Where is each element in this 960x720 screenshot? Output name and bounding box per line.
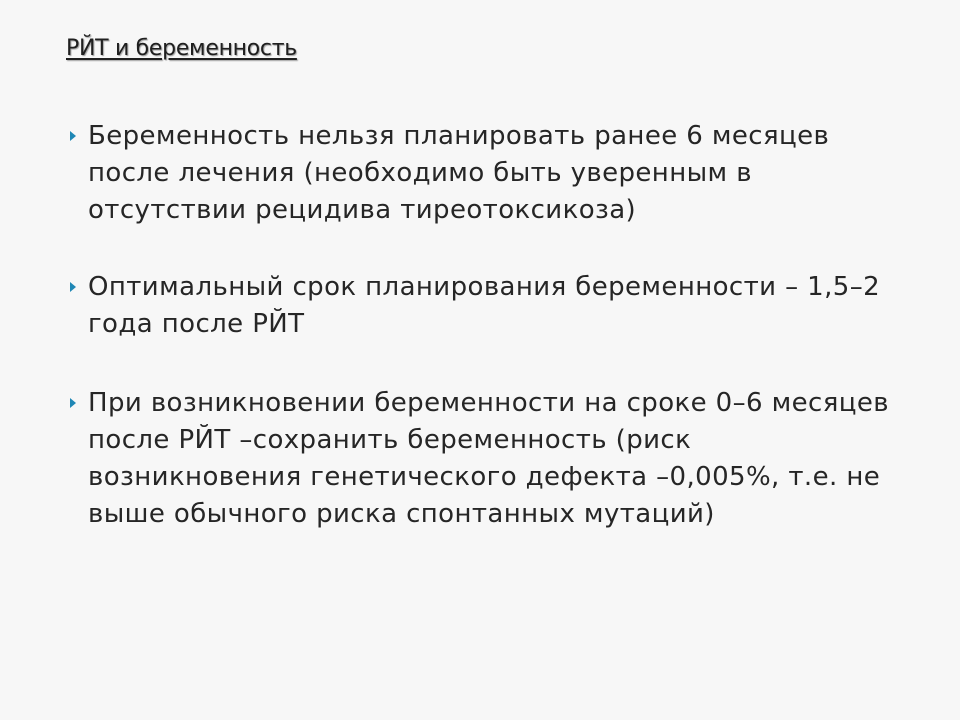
triangle-right-icon bbox=[70, 398, 76, 408]
bullet-list bbox=[70, 118, 910, 573]
bullet-text: При возникновении беременности на сроке 0–6 месяцев после РЙТ –сохранить беременность (риск возникновения генетического дефекта –0,005%, т.е. не выше обычного риска спонтанных мутаций) bbox=[88, 388, 889, 529]
triangle-right-icon bbox=[70, 282, 76, 292]
bullet-item bbox=[70, 118, 910, 229]
bullet-text: Оптимальный срок планирования беременности – 1,5–2 года после РЙТ bbox=[88, 272, 881, 339]
slide-title: РЙТ и беременность bbox=[66, 36, 297, 61]
bullet-item bbox=[70, 269, 910, 343]
triangle-right-icon bbox=[70, 131, 76, 141]
bullet-text: Беременность нельзя планировать ранее 6 месяцев после лечения (необходимо быть уверенным в отсутствии рецидива тиреотоксикоза) bbox=[88, 121, 830, 225]
bullet-item bbox=[70, 385, 910, 533]
